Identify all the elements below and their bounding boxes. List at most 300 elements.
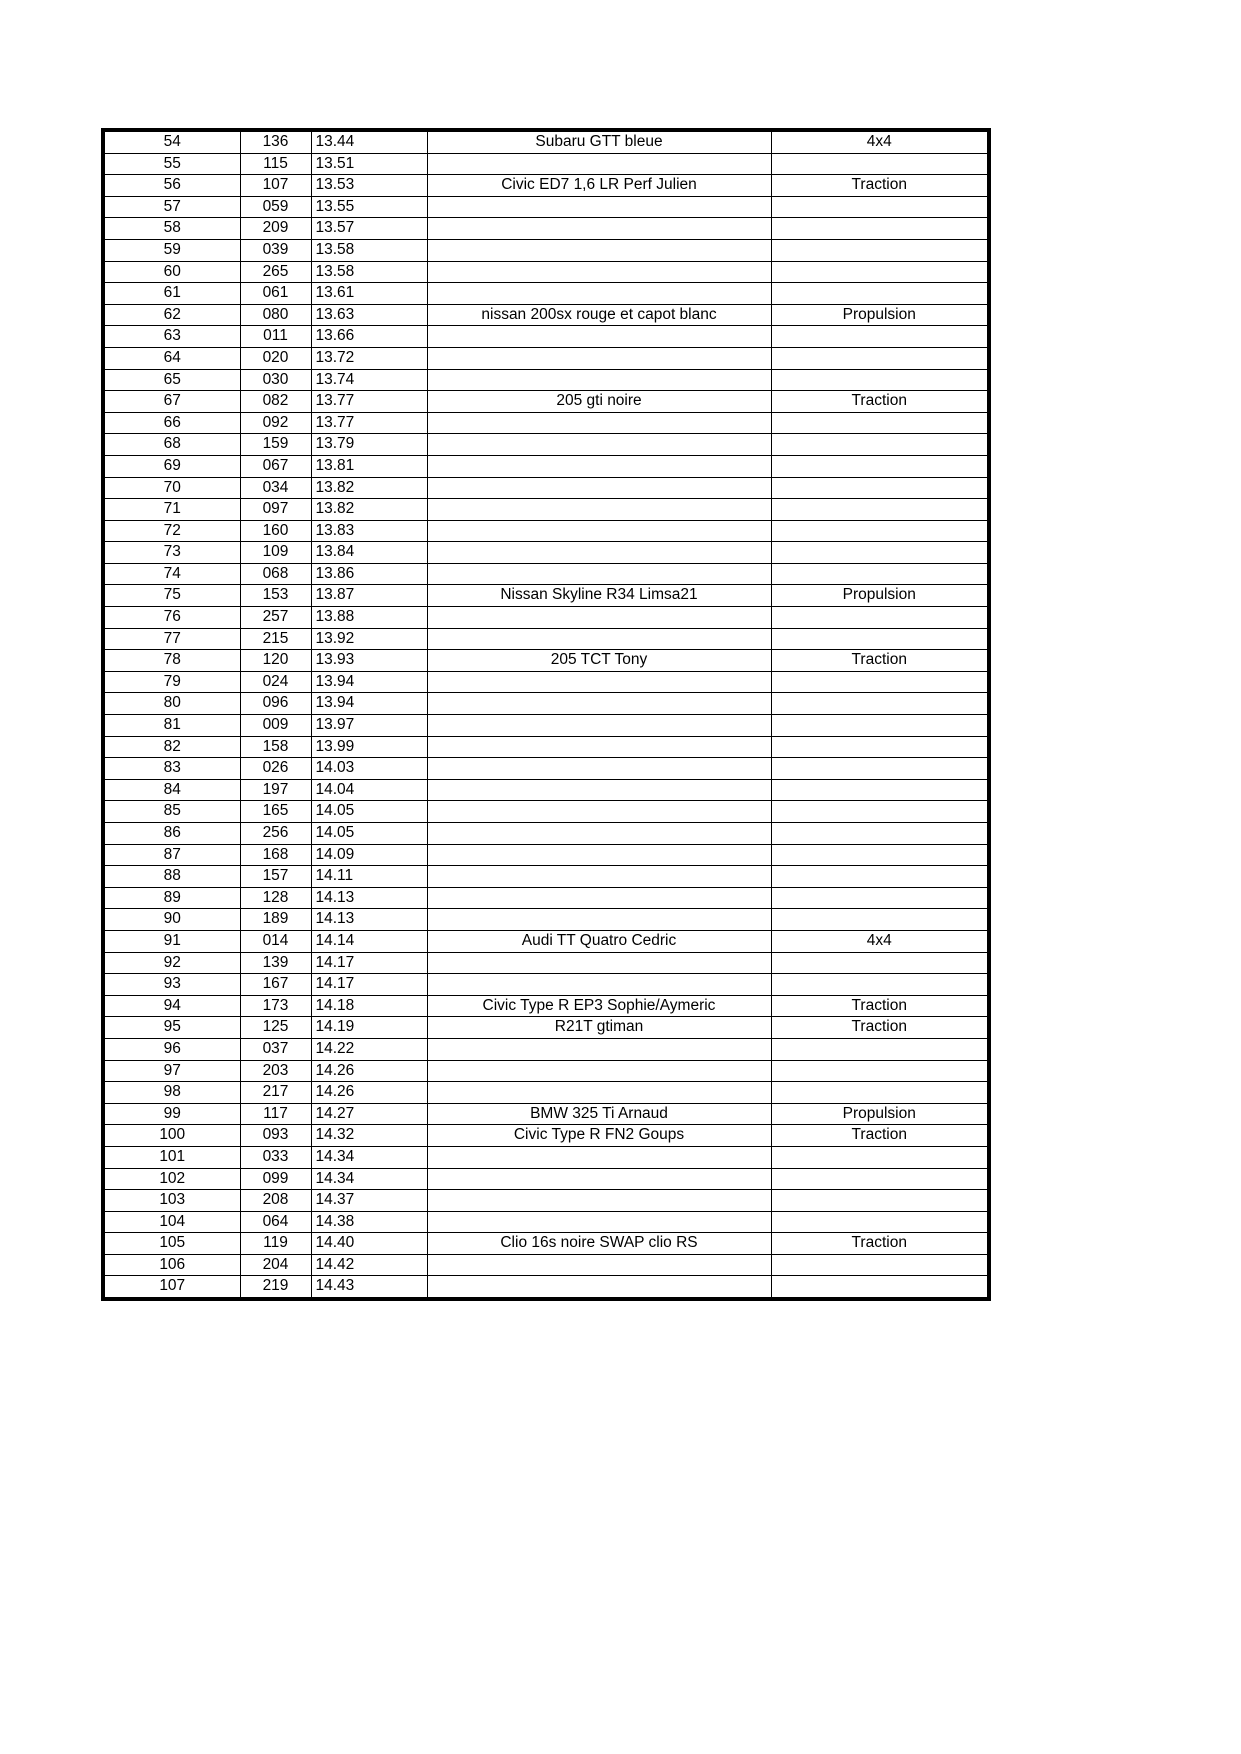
cell-rank: 97 xyxy=(103,1060,240,1082)
cell-drive xyxy=(771,239,989,261)
table-row xyxy=(103,1190,989,1212)
cell-drive xyxy=(771,607,989,629)
cell-rank: 69 xyxy=(103,455,240,477)
cell-num: 197 xyxy=(240,779,311,801)
cell-drive: Traction xyxy=(771,391,989,413)
cell-desc xyxy=(427,779,771,801)
cell-num: 117 xyxy=(240,1103,311,1125)
cell-rank: 99 xyxy=(103,1103,240,1125)
table-row xyxy=(103,1017,989,1039)
cell-drive xyxy=(771,283,989,305)
cell-num: 265 xyxy=(240,261,311,283)
table-row xyxy=(103,693,989,715)
table-row xyxy=(103,736,989,758)
table-row xyxy=(103,1211,989,1233)
cell-desc xyxy=(427,974,771,996)
cell-rank: 88 xyxy=(103,866,240,888)
cell-desc xyxy=(427,844,771,866)
cell-desc xyxy=(427,477,771,499)
cell-rank: 90 xyxy=(103,909,240,931)
cell-time: 14.11 xyxy=(311,866,427,888)
cell-time: 13.88 xyxy=(311,607,427,629)
cell-drive xyxy=(771,455,989,477)
cell-num: 099 xyxy=(240,1168,311,1190)
cell-desc xyxy=(427,499,771,521)
cell-desc: 205 gti noire xyxy=(427,391,771,413)
table-row xyxy=(103,520,989,542)
cell-rank: 92 xyxy=(103,952,240,974)
table-row xyxy=(103,866,989,888)
cell-desc xyxy=(427,218,771,240)
cell-num: 167 xyxy=(240,974,311,996)
cell-drive xyxy=(771,1038,989,1060)
cell-num: 256 xyxy=(240,823,311,845)
table-row xyxy=(103,930,989,952)
cell-desc xyxy=(427,369,771,391)
cell-time: 13.86 xyxy=(311,563,427,585)
cell-desc: R21T gtiman xyxy=(427,1017,771,1039)
cell-drive: Traction xyxy=(771,1017,989,1039)
cell-drive xyxy=(771,736,989,758)
cell-time: 13.87 xyxy=(311,585,427,607)
table-row xyxy=(103,130,989,153)
cell-time: 14.19 xyxy=(311,1017,427,1039)
table-row xyxy=(103,326,989,348)
cell-time: 13.83 xyxy=(311,520,427,542)
table-row xyxy=(103,995,989,1017)
cell-desc xyxy=(427,952,771,974)
table-row xyxy=(103,369,989,391)
cell-time: 14.32 xyxy=(311,1125,427,1147)
cell-rank: 77 xyxy=(103,628,240,650)
table-row xyxy=(103,628,989,650)
table-row xyxy=(103,909,989,931)
cell-drive: Traction xyxy=(771,650,989,672)
table-row xyxy=(103,715,989,737)
cell-num: 096 xyxy=(240,693,311,715)
cell-rank: 80 xyxy=(103,693,240,715)
cell-num: 165 xyxy=(240,801,311,823)
cell-num: 064 xyxy=(240,1211,311,1233)
cell-drive xyxy=(771,1146,989,1168)
cell-drive: Traction xyxy=(771,175,989,197)
cell-drive xyxy=(771,326,989,348)
table-row xyxy=(103,1146,989,1168)
cell-rank: 57 xyxy=(103,196,240,218)
cell-drive xyxy=(771,542,989,564)
cell-desc xyxy=(427,1146,771,1168)
cell-drive xyxy=(771,801,989,823)
cell-drive xyxy=(771,1168,989,1190)
cell-desc: Audi TT Quatro Cedric xyxy=(427,930,771,952)
cell-rank: 85 xyxy=(103,801,240,823)
results-table-body xyxy=(103,130,989,1299)
cell-drive xyxy=(771,628,989,650)
cell-desc xyxy=(427,326,771,348)
cell-desc xyxy=(427,1211,771,1233)
table-row xyxy=(103,499,989,521)
table-row xyxy=(103,455,989,477)
cell-num: 024 xyxy=(240,671,311,693)
cell-rank: 101 xyxy=(103,1146,240,1168)
cell-rank: 82 xyxy=(103,736,240,758)
cell-rank: 106 xyxy=(103,1254,240,1276)
cell-desc xyxy=(427,1060,771,1082)
cell-num: 080 xyxy=(240,304,311,326)
cell-num: 136 xyxy=(240,130,311,153)
cell-rank: 63 xyxy=(103,326,240,348)
cell-rank: 81 xyxy=(103,715,240,737)
cell-rank: 79 xyxy=(103,671,240,693)
cell-drive xyxy=(771,563,989,585)
cell-time: 14.17 xyxy=(311,952,427,974)
cell-time: 14.26 xyxy=(311,1060,427,1082)
table-row xyxy=(103,391,989,413)
cell-rank: 86 xyxy=(103,823,240,845)
cell-desc xyxy=(427,866,771,888)
cell-time: 13.61 xyxy=(311,283,427,305)
cell-num: 208 xyxy=(240,1190,311,1212)
cell-drive: Propulsion xyxy=(771,304,989,326)
cell-drive xyxy=(771,1082,989,1104)
cell-desc xyxy=(427,1190,771,1212)
table-row xyxy=(103,1103,989,1125)
cell-time: 14.34 xyxy=(311,1146,427,1168)
cell-drive xyxy=(771,1060,989,1082)
cell-desc xyxy=(427,563,771,585)
cell-rank: 66 xyxy=(103,412,240,434)
cell-time: 14.34 xyxy=(311,1168,427,1190)
table-row xyxy=(103,239,989,261)
table-row xyxy=(103,844,989,866)
cell-time: 14.18 xyxy=(311,995,427,1017)
cell-num: 067 xyxy=(240,455,311,477)
cell-rank: 87 xyxy=(103,844,240,866)
cell-time: 13.79 xyxy=(311,434,427,456)
cell-drive xyxy=(771,218,989,240)
cell-rank: 84 xyxy=(103,779,240,801)
cell-time: 13.77 xyxy=(311,412,427,434)
cell-time: 14.37 xyxy=(311,1190,427,1212)
cell-num: 168 xyxy=(240,844,311,866)
table-row xyxy=(103,434,989,456)
cell-num: 030 xyxy=(240,369,311,391)
cell-time: 13.77 xyxy=(311,391,427,413)
cell-rank: 75 xyxy=(103,585,240,607)
cell-rank: 71 xyxy=(103,499,240,521)
cell-drive xyxy=(771,347,989,369)
cell-desc xyxy=(427,801,771,823)
cell-num: 160 xyxy=(240,520,311,542)
cell-time: 13.53 xyxy=(311,175,427,197)
cell-time: 14.42 xyxy=(311,1254,427,1276)
cell-drive xyxy=(771,887,989,909)
cell-num: 037 xyxy=(240,1038,311,1060)
cell-num: 119 xyxy=(240,1233,311,1255)
cell-desc: BMW 325 Ti Arnaud xyxy=(427,1103,771,1125)
cell-rank: 67 xyxy=(103,391,240,413)
cell-time: 13.55 xyxy=(311,196,427,218)
cell-drive xyxy=(771,758,989,780)
cell-desc xyxy=(427,261,771,283)
cell-drive xyxy=(771,261,989,283)
cell-num: 033 xyxy=(240,1146,311,1168)
cell-rank: 100 xyxy=(103,1125,240,1147)
cell-desc xyxy=(427,239,771,261)
cell-drive xyxy=(771,1190,989,1212)
cell-desc: 205 TCT Tony xyxy=(427,650,771,672)
cell-drive: Propulsion xyxy=(771,585,989,607)
table-row xyxy=(103,650,989,672)
cell-num: 115 xyxy=(240,153,311,175)
cell-desc xyxy=(427,1038,771,1060)
cell-rank: 83 xyxy=(103,758,240,780)
cell-time: 13.82 xyxy=(311,477,427,499)
table-row xyxy=(103,779,989,801)
cell-desc: Civic Type R EP3 Sophie/Aymeric xyxy=(427,995,771,1017)
cell-desc xyxy=(427,693,771,715)
cell-rank: 72 xyxy=(103,520,240,542)
cell-num: 125 xyxy=(240,1017,311,1039)
cell-time: 13.93 xyxy=(311,650,427,672)
cell-time: 13.66 xyxy=(311,326,427,348)
cell-time: 13.99 xyxy=(311,736,427,758)
cell-time: 14.27 xyxy=(311,1103,427,1125)
cell-num: 204 xyxy=(240,1254,311,1276)
cell-drive xyxy=(771,412,989,434)
cell-rank: 58 xyxy=(103,218,240,240)
cell-drive: Traction xyxy=(771,995,989,1017)
cell-num: 061 xyxy=(240,283,311,305)
cell-drive xyxy=(771,520,989,542)
cell-rank: 98 xyxy=(103,1082,240,1104)
cell-rank: 105 xyxy=(103,1233,240,1255)
cell-rank: 78 xyxy=(103,650,240,672)
table-row xyxy=(103,823,989,845)
cell-num: 011 xyxy=(240,326,311,348)
cell-rank: 61 xyxy=(103,283,240,305)
cell-rank: 65 xyxy=(103,369,240,391)
table-row xyxy=(103,304,989,326)
cell-desc xyxy=(427,607,771,629)
cell-drive xyxy=(771,866,989,888)
cell-drive xyxy=(771,1276,989,1299)
cell-drive xyxy=(771,369,989,391)
cell-time: 14.13 xyxy=(311,887,427,909)
cell-drive xyxy=(771,1254,989,1276)
cell-rank: 95 xyxy=(103,1017,240,1039)
cell-rank: 68 xyxy=(103,434,240,456)
cell-desc xyxy=(427,671,771,693)
table-row xyxy=(103,1276,989,1299)
cell-time: 13.58 xyxy=(311,261,427,283)
table-row xyxy=(103,1125,989,1147)
cell-drive xyxy=(771,477,989,499)
cell-rank: 76 xyxy=(103,607,240,629)
cell-desc xyxy=(427,412,771,434)
table-row xyxy=(103,412,989,434)
cell-desc xyxy=(427,823,771,845)
cell-drive xyxy=(771,196,989,218)
cell-time: 13.74 xyxy=(311,369,427,391)
cell-time: 13.81 xyxy=(311,455,427,477)
cell-drive xyxy=(771,844,989,866)
cell-desc xyxy=(427,434,771,456)
cell-rank: 54 xyxy=(103,130,240,153)
cell-rank: 91 xyxy=(103,930,240,952)
cell-drive: 4x4 xyxy=(771,130,989,153)
cell-num: 092 xyxy=(240,412,311,434)
cell-rank: 73 xyxy=(103,542,240,564)
cell-num: 257 xyxy=(240,607,311,629)
cell-time: 14.17 xyxy=(311,974,427,996)
table-row xyxy=(103,175,989,197)
cell-num: 128 xyxy=(240,887,311,909)
table-row xyxy=(103,347,989,369)
cell-time: 13.94 xyxy=(311,693,427,715)
cell-num: 107 xyxy=(240,175,311,197)
cell-num: 020 xyxy=(240,347,311,369)
cell-num: 158 xyxy=(240,736,311,758)
table-row xyxy=(103,218,989,240)
cell-time: 13.58 xyxy=(311,239,427,261)
cell-num: 082 xyxy=(240,391,311,413)
cell-num: 173 xyxy=(240,995,311,1017)
cell-num: 093 xyxy=(240,1125,311,1147)
table-row xyxy=(103,1254,989,1276)
table-row xyxy=(103,1060,989,1082)
cell-drive xyxy=(771,1211,989,1233)
table-row xyxy=(103,196,989,218)
cell-drive xyxy=(771,153,989,175)
cell-num: 039 xyxy=(240,239,311,261)
cell-rank: 102 xyxy=(103,1168,240,1190)
cell-num: 068 xyxy=(240,563,311,585)
cell-time: 14.05 xyxy=(311,801,427,823)
cell-rank: 93 xyxy=(103,974,240,996)
cell-desc xyxy=(427,715,771,737)
cell-rank: 64 xyxy=(103,347,240,369)
cell-time: 13.82 xyxy=(311,499,427,521)
cell-rank: 107 xyxy=(103,1276,240,1299)
table-row xyxy=(103,1233,989,1255)
table-row xyxy=(103,585,989,607)
cell-num: 159 xyxy=(240,434,311,456)
table-row xyxy=(103,952,989,974)
cell-rank: 62 xyxy=(103,304,240,326)
table-row xyxy=(103,801,989,823)
cell-num: 109 xyxy=(240,542,311,564)
cell-time: 13.84 xyxy=(311,542,427,564)
cell-desc: Clio 16s noire SWAP clio RS xyxy=(427,1233,771,1255)
cell-desc xyxy=(427,1082,771,1104)
cell-drive xyxy=(771,499,989,521)
table-row xyxy=(103,261,989,283)
cell-desc xyxy=(427,455,771,477)
cell-time: 14.13 xyxy=(311,909,427,931)
cell-rank: 70 xyxy=(103,477,240,499)
results-table xyxy=(101,128,991,1301)
cell-time: 14.26 xyxy=(311,1082,427,1104)
cell-time: 13.94 xyxy=(311,671,427,693)
cell-desc xyxy=(427,153,771,175)
cell-rank: 74 xyxy=(103,563,240,585)
cell-time: 14.14 xyxy=(311,930,427,952)
cell-desc xyxy=(427,628,771,650)
cell-num: 059 xyxy=(240,196,311,218)
cell-num: 217 xyxy=(240,1082,311,1104)
cell-num: 009 xyxy=(240,715,311,737)
cell-desc xyxy=(427,1168,771,1190)
table-row xyxy=(103,1082,989,1104)
cell-time: 13.57 xyxy=(311,218,427,240)
cell-drive xyxy=(771,693,989,715)
cell-time: 14.03 xyxy=(311,758,427,780)
cell-drive: 4x4 xyxy=(771,930,989,952)
table-row xyxy=(103,974,989,996)
cell-time: 13.63 xyxy=(311,304,427,326)
cell-rank: 96 xyxy=(103,1038,240,1060)
cell-time: 14.38 xyxy=(311,1211,427,1233)
cell-time: 14.40 xyxy=(311,1233,427,1255)
cell-desc xyxy=(427,520,771,542)
cell-time: 14.09 xyxy=(311,844,427,866)
cell-time: 14.04 xyxy=(311,779,427,801)
cell-num: 203 xyxy=(240,1060,311,1082)
cell-desc xyxy=(427,283,771,305)
cell-drive xyxy=(771,974,989,996)
table-row xyxy=(103,563,989,585)
cell-num: 097 xyxy=(240,499,311,521)
cell-desc xyxy=(427,909,771,931)
table-row xyxy=(103,542,989,564)
cell-rank: 104 xyxy=(103,1211,240,1233)
cell-drive: Traction xyxy=(771,1233,989,1255)
cell-time: 13.92 xyxy=(311,628,427,650)
cell-num: 120 xyxy=(240,650,311,672)
table-row xyxy=(103,283,989,305)
cell-desc xyxy=(427,758,771,780)
results-table-container xyxy=(101,128,987,1301)
cell-desc: nissan 200sx rouge et capot blanc xyxy=(427,304,771,326)
cell-rank: 55 xyxy=(103,153,240,175)
cell-desc xyxy=(427,1254,771,1276)
cell-time: 14.43 xyxy=(311,1276,427,1299)
cell-drive xyxy=(771,823,989,845)
cell-rank: 94 xyxy=(103,995,240,1017)
table-row xyxy=(103,153,989,175)
table-row xyxy=(103,1168,989,1190)
cell-desc xyxy=(427,542,771,564)
cell-drive xyxy=(771,434,989,456)
cell-desc xyxy=(427,887,771,909)
cell-time: 13.51 xyxy=(311,153,427,175)
cell-time: 13.72 xyxy=(311,347,427,369)
cell-rank: 59 xyxy=(103,239,240,261)
table-row xyxy=(103,1038,989,1060)
cell-drive xyxy=(771,715,989,737)
cell-num: 219 xyxy=(240,1276,311,1299)
cell-desc: Civic ED7 1,6 LR Perf Julien xyxy=(427,175,771,197)
cell-desc xyxy=(427,196,771,218)
cell-time: 13.97 xyxy=(311,715,427,737)
cell-desc: Subaru GTT bleue xyxy=(427,130,771,153)
cell-desc xyxy=(427,347,771,369)
cell-num: 215 xyxy=(240,628,311,650)
cell-drive xyxy=(771,671,989,693)
cell-num: 189 xyxy=(240,909,311,931)
cell-desc: Civic Type R FN2 Goups xyxy=(427,1125,771,1147)
